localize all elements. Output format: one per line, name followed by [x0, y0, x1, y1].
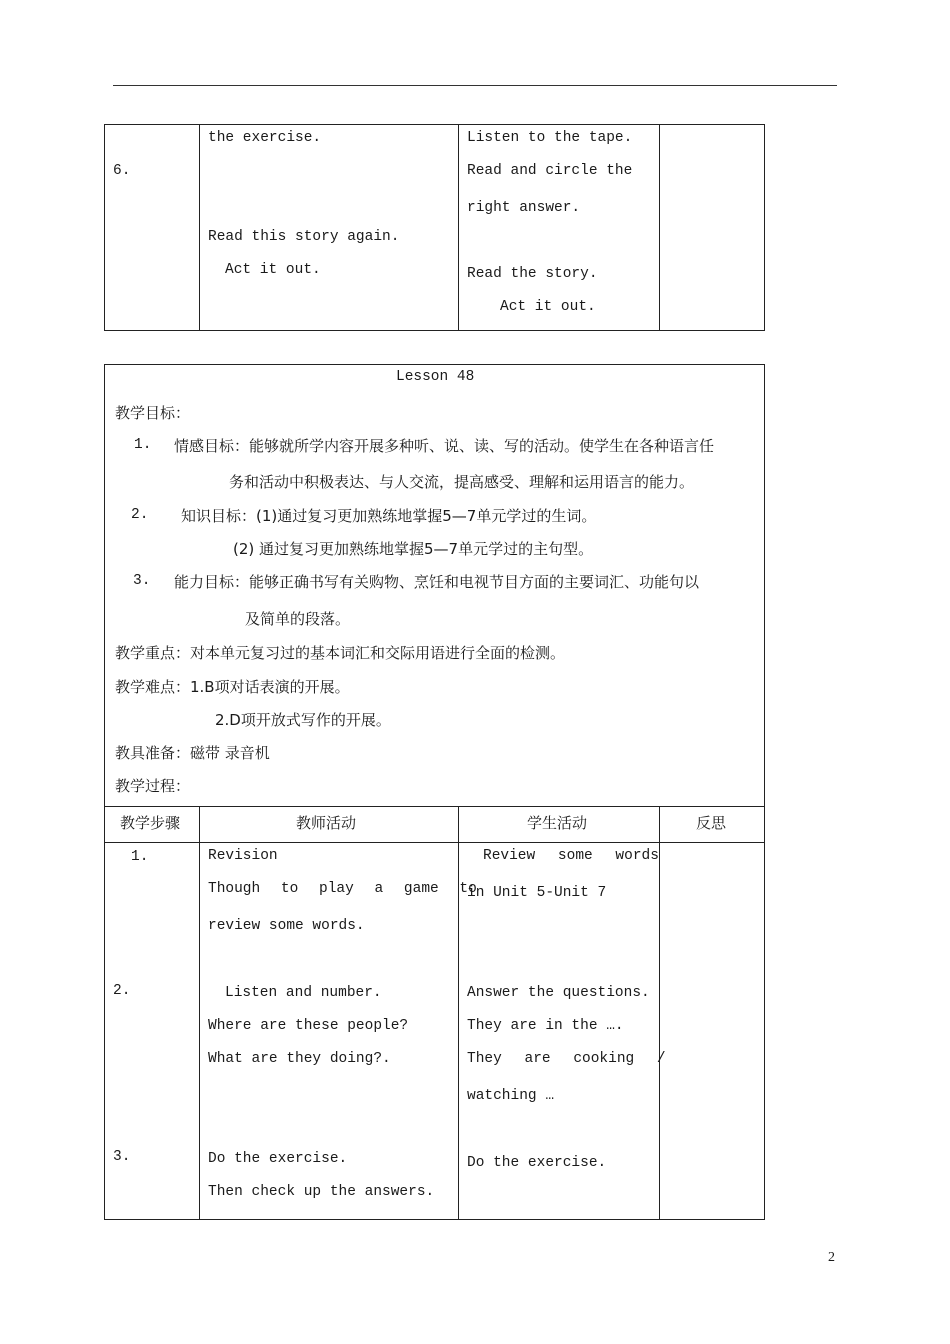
objective-number: 3. [133, 573, 151, 589]
teacher-activity-line: Where are these people? [208, 1018, 409, 1034]
student-activity-line: Do the exercise. [467, 1155, 607, 1171]
row-divider [104, 806, 765, 807]
teacher-activity-line: the exercise. [208, 130, 322, 146]
step-number: 6. [113, 163, 131, 179]
objective-number: 2. [131, 507, 149, 523]
column-divider [458, 806, 459, 1220]
teacher-activity-line: Act it out. [225, 262, 321, 278]
key-points: 教学重点：对本单元复习过的基本词汇和交际用语进行全面的检测。 [115, 644, 566, 662]
student-activity-line: Answer the questions. [467, 985, 650, 1001]
objective-ability: 能力目标：能够正确书写有关购物、烹饪和电视节目方面的主要词汇、功能句以 [174, 573, 700, 591]
student-activity-line: in Unit 5-Unit 7 [467, 885, 607, 901]
column-divider [199, 124, 200, 331]
page-number: 2 [828, 1250, 835, 1265]
table-border [104, 124, 765, 331]
materials: 教具准备：磁带 录音机 [115, 744, 270, 762]
teacher-activity-line: Do the exercise. [208, 1151, 348, 1167]
row-divider [104, 842, 765, 843]
process-heading: 教学过程： [115, 777, 191, 795]
difficulty-2: 2.D项开放式写作的开展。 [215, 711, 391, 729]
teacher-activity-line [208, 881, 477, 897]
objective-emotional-cont: 务和活动中积极表达、与人交流，提高感受、理解和运用语言的能力。 [229, 473, 695, 491]
objective-knowledge: 知识目标：(1)通过复习更加熟练地掌握5—7单元学过的生词。 [181, 507, 597, 525]
objectives-heading: 教学目标： [115, 404, 191, 422]
student-activity-line: They are in the …. [467, 1018, 624, 1034]
teacher-activity-line: review some words. [208, 918, 365, 934]
objective-knowledge-cont: (2) 通过复习更加熟练地掌握5—7单元学过的主句型。 [233, 540, 594, 558]
teacher-activity-line: Listen and number. [225, 985, 382, 1001]
header-steps: 教学步骤 [120, 814, 181, 832]
teacher-activity-line: What are they doing?. [208, 1051, 391, 1067]
student-activity-line: Listen to the tape. [467, 130, 633, 146]
column-divider [458, 124, 459, 331]
student-activity-line: They are cooking / [467, 1051, 666, 1067]
teacher-activity-line: Read this story again. [208, 229, 400, 245]
student-activity-line: right answer. [467, 200, 581, 216]
lesson-title: Lesson 48 [396, 369, 475, 385]
table-border [104, 364, 765, 1220]
student-activity-line: watching … [467, 1088, 555, 1104]
column-divider [199, 806, 200, 1220]
objective-ability-cont: 及简单的段落。 [245, 610, 351, 628]
objective-number: 1. [134, 437, 152, 453]
teacher-activity-line: Then check up the answers. [208, 1184, 435, 1200]
student-activity-line: Act it out. [500, 299, 596, 315]
student-activity-line: Review some words [483, 848, 659, 864]
difficulty-1: 教学难点：1.B项对话表演的开展。 [115, 678, 350, 696]
step-number: 1. [131, 849, 149, 865]
column-divider [659, 124, 660, 331]
objective-emotional: 情感目标：能够就所学内容开展多种听、说、读、写的活动。使学生在各种语言任 [174, 437, 715, 455]
student-activity-line: Read and circle the [467, 163, 633, 179]
student-activity-line: Read the story. [467, 266, 598, 282]
header-rule [113, 85, 837, 86]
teacher-activity-text: Though to play a game to [208, 881, 477, 897]
header-teacher: 教师活动 [296, 814, 357, 832]
step-number: 3. [113, 1149, 131, 1165]
column-divider [659, 806, 660, 1220]
header-reflection: 反思 [696, 814, 727, 832]
step-number: 2. [113, 983, 131, 999]
header-student: 学生活动 [527, 814, 588, 832]
teacher-activity-line: Revision [208, 848, 278, 864]
